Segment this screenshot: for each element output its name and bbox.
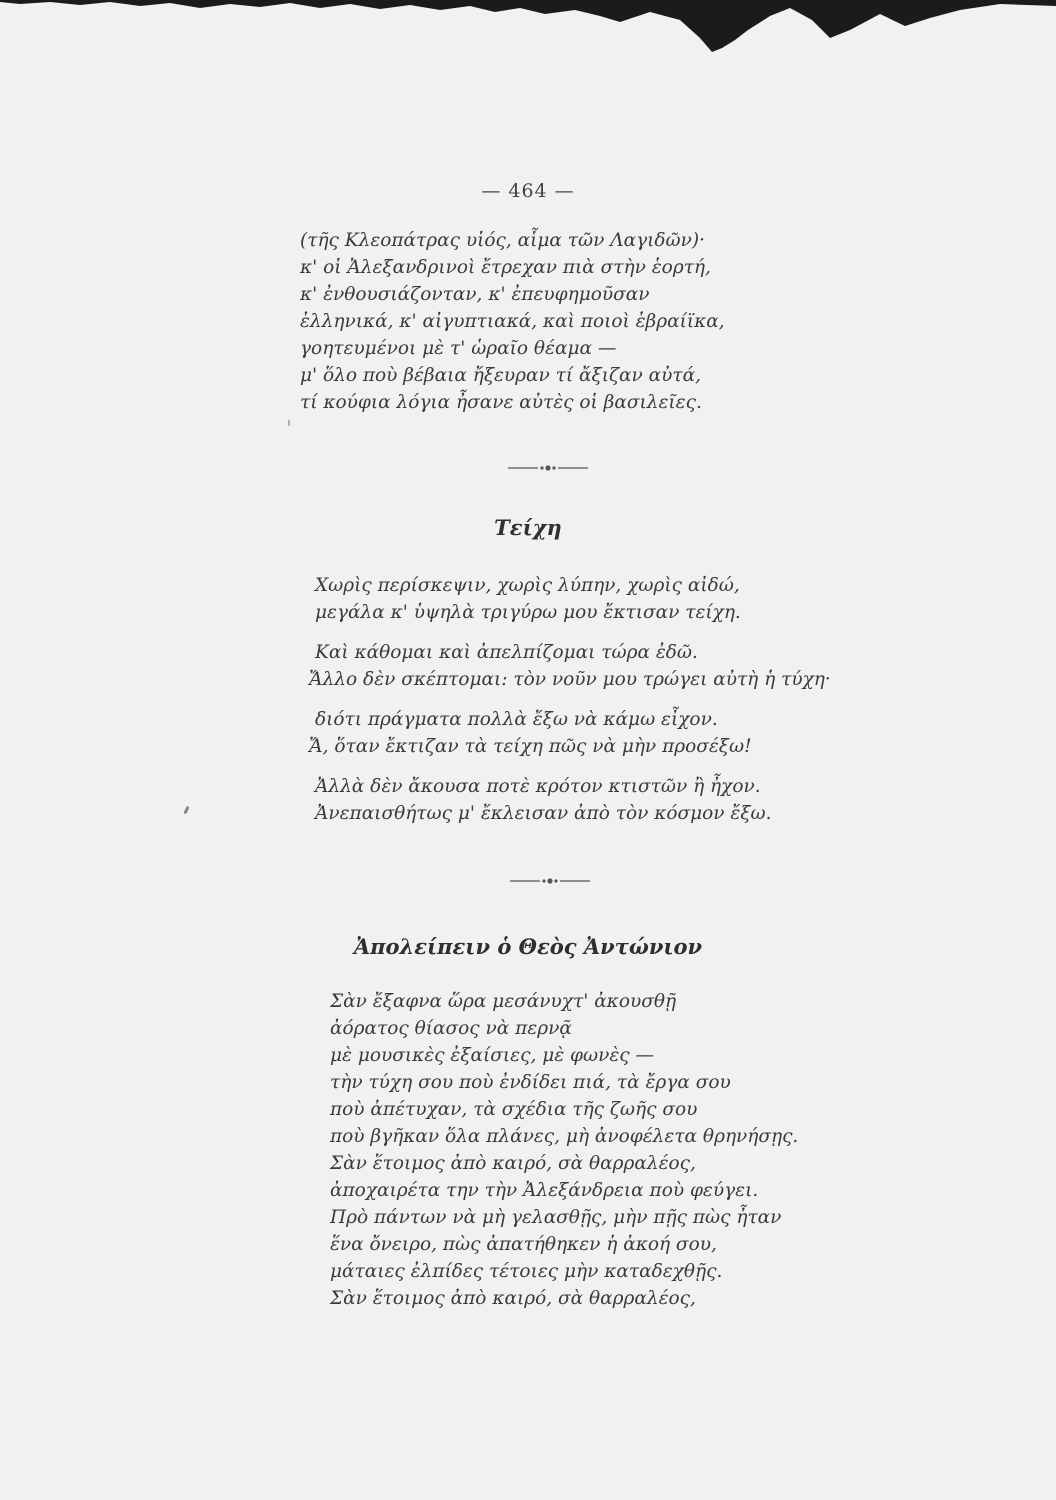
verse-line: Ἀλλὰ δὲν ἄκουσα ποτὲ κρότον κτιστῶν ἢ ἦχον.: [315, 776, 761, 797]
verse-line: ἕνα ὄνειρο, πὼς ἀπατήθηκεν ἡ ἀκοή σου,: [330, 1234, 717, 1255]
verse-line: Σὰν ἔξαφνα ὥρα μεσάνυχτ' ἀκουσθῇ: [330, 991, 677, 1012]
stanza-break: [315, 693, 831, 706]
poem-title-apoleipein: Ἀπολείπειν ὁ Θεὸς Ἀντώνιον: [353, 934, 703, 959]
stanza-break: [315, 760, 831, 773]
verse-line: μὲ μουσικὲς ἐξαίσιες, μὲ φωνὲς —: [330, 1045, 655, 1066]
ornament-divider: [508, 463, 588, 473]
verse-line: Πρὸ πάντων νὰ μὴ γελασθῇς, μὴν πῇς πὼς ἦταν: [330, 1207, 782, 1228]
verse-line: Καὶ κάθομαι καὶ ἀπελπίζομαι τώρα ἐδῶ.: [315, 642, 698, 663]
verse-line: τί κούφια λόγια ἦσανε αὐτὲς οἱ βασιλεῖες.: [300, 392, 702, 413]
verse-line: Ἀνεπαισθήτως μ' ἔκλεισαν ἀπὸ τὸν κόσμον ἔξω.: [315, 803, 772, 824]
verse-line: (τῆς Κλεοπάτρας υἱός, αἷμα τῶν Λαγιδῶν)·: [300, 230, 705, 251]
verse-line: διότι πράγματα πολλὰ ἔξω νὰ κάμω εἶχον.: [315, 709, 718, 730]
verse-line: κ' ἐνθουσιάζονταν, κ' ἐπευφημοῦσαν: [300, 284, 650, 305]
verse-line: Ἄλλο δὲν σκέπτομαι: τὸν νοῦν μου τρώγει αὐτὴ ἡ τύχη·: [309, 669, 831, 690]
verse-line: ἑλληνικά, κ' αἰγυπτιακά, καὶ ποιοὶ ἑβραίϊκα,: [300, 311, 725, 332]
verse-line: ἀποχαιρέτα την τὴν Ἀλεξάνδρεια ποὺ φεύγει.: [330, 1180, 759, 1201]
verse-line: Σὰν ἕτοιμος ἀπὸ καιρό, σὰ θαρραλέος,: [330, 1153, 696, 1174]
verse-line: γοητευμένοι μὲ τ' ὡραῖο θέαμα —: [300, 338, 617, 359]
stanza-break: [315, 626, 831, 639]
verse-line: Ἄ, ὅταν ἔκτιζαν τὰ τείχη πῶς νὰ μὴν προσέξω!: [309, 736, 752, 757]
poem-teixi-body: [309, 572, 831, 827]
poem-apoleipein-body: [330, 988, 798, 1312]
verse-line: ποὺ ἀπέτυχαν, τὰ σχέδια τῆς ζωῆς σου: [330, 1099, 698, 1120]
previous-poem-ending: [300, 227, 725, 416]
scan-speck: [288, 420, 290, 426]
verse-line: ποὺ βγῆκαν ὅλα πλάνες, μὴ ἀνοφέλετα θρηνήσῃς.: [330, 1126, 799, 1147]
scan-speck: [183, 806, 189, 815]
verse-line: μ' ὅλο ποὺ βέβαια ἤξευραν τί ἄξιζαν αὐτά,: [300, 365, 701, 386]
verse-line: κ' οἱ Ἀλεξανδρινοὶ ἔτρεχαν πιὰ στὴν ἑορτή,: [300, 257, 711, 278]
verse-line: ἀόρατος θίασος νὰ περνᾷ: [330, 1018, 572, 1039]
verse-line: μεγάλα κ' ὑψηλὰ τριγύρω μου ἔκτισαν τείχη.: [315, 602, 741, 623]
ornament-divider: [510, 876, 590, 886]
verse-line: Σὰν ἕτοιμος ἀπὸ καιρό, σὰ θαρραλέος,: [330, 1288, 696, 1309]
poem-title-teixi: Τείχη: [494, 515, 562, 540]
verse-line: Χωρὶς περίσκεψιν, χωρὶς λύπην, χωρὶς αἰδώ,: [315, 575, 740, 596]
torn-page-edge: [0, 0, 1056, 60]
verse-line: τὴν τύχη σου ποὺ ἐνδίδει πιά, τὰ ἔργα σου: [330, 1072, 731, 1093]
page-number: — 464 —: [481, 180, 575, 202]
verse-line: μάταιες ἐλπίδες τέτοιες μὴν καταδεχθῇς.: [330, 1261, 723, 1282]
